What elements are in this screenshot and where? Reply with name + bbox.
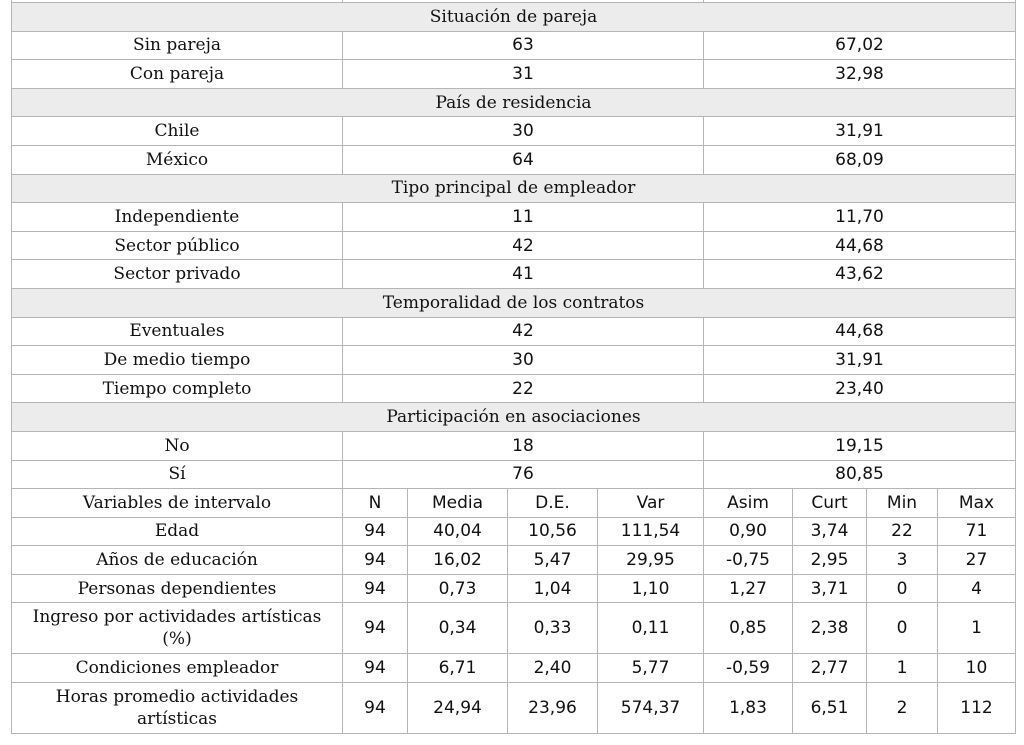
row-label: México [12, 145, 343, 174]
percent-cell: 80,85 [704, 460, 1016, 489]
table-row [12, 431, 1016, 460]
value-cell: 4 [938, 574, 1016, 603]
value-cell: 16,02 [408, 546, 508, 575]
value-cell: 10,56 [508, 517, 598, 546]
value-cell: 5,77 [598, 654, 704, 683]
column-header: Var [598, 489, 704, 518]
section-title: Temporalidad de los contratos [12, 288, 1016, 317]
frequency-cell: 64 [343, 145, 704, 174]
value-cell: 5,47 [508, 546, 598, 575]
frequency-cell: 30 [343, 117, 704, 146]
value-cell: 0,90 [704, 517, 793, 546]
value-cell: 94 [343, 546, 408, 575]
value-cell: 111,54 [598, 517, 704, 546]
frequency-cell: 11 [343, 203, 704, 232]
percent-cell: 43,62 [704, 260, 1016, 289]
section-title: País de residencia [12, 88, 1016, 117]
table-row [12, 60, 1016, 89]
value-cell: 94 [343, 574, 408, 603]
value-cell: 0,73 [408, 574, 508, 603]
table-row [12, 346, 1016, 375]
row-label: Sector público [12, 231, 343, 260]
percent-cell: 11,70 [704, 203, 1016, 232]
value-cell: 0 [867, 603, 938, 654]
value-cell: 0,11 [598, 603, 704, 654]
row-label: Tiempo completo [12, 374, 343, 403]
column-header: Curt [793, 489, 867, 518]
value-cell: 1,83 [704, 683, 793, 734]
value-cell: 10 [938, 654, 1016, 683]
row-label: Sin pareja [12, 31, 343, 60]
table-row [12, 517, 1016, 546]
value-cell: 94 [343, 603, 408, 654]
column-header: Media [408, 489, 508, 518]
value-cell: 24,94 [408, 683, 508, 734]
column-header: Min [867, 489, 938, 518]
row-label: Eventuales [12, 317, 343, 346]
table-row [12, 203, 1016, 232]
row-label: Personas dependientes [12, 574, 343, 603]
value-cell: 40,04 [408, 517, 508, 546]
section-title: Participación en asociaciones [12, 403, 1016, 432]
value-cell: 6,51 [793, 683, 867, 734]
table-row [12, 603, 1016, 654]
percent-cell: 31,91 [704, 117, 1016, 146]
frequency-cell: 30 [343, 346, 704, 375]
interval-header-row [12, 489, 1016, 518]
percent-cell: 44,68 [704, 231, 1016, 260]
column-header: Variables de intervalo [12, 489, 343, 518]
row-label: De medio tiempo [12, 346, 343, 375]
percent-cell: 67,02 [704, 31, 1016, 60]
row-label: Sector privado [12, 260, 343, 289]
frequency-cell: 63 [343, 31, 704, 60]
value-cell: 1,10 [598, 574, 704, 603]
percent-cell: 32,98 [704, 60, 1016, 89]
value-cell: 94 [343, 683, 408, 734]
row-label: Independiente [12, 203, 343, 232]
table-row [12, 145, 1016, 174]
percent-cell: 31,91 [704, 346, 1016, 375]
row-label: Con pareja [12, 60, 343, 89]
percent-cell: 44,68 [704, 317, 1016, 346]
frequency-cell: 42 [343, 317, 704, 346]
value-cell: 6,71 [408, 654, 508, 683]
frequency-cell: 18 [343, 431, 704, 460]
frequency-cell: 76 [343, 460, 704, 489]
table-row [12, 460, 1016, 489]
row-label: Edad [12, 517, 343, 546]
frequency-cell: 22 [343, 374, 704, 403]
table-row [12, 546, 1016, 575]
frequency-cell: 41 [343, 260, 704, 289]
table-row [12, 317, 1016, 346]
table-row [12, 574, 1016, 603]
value-cell: 23,96 [508, 683, 598, 734]
value-cell: 0 [867, 574, 938, 603]
table-row [12, 231, 1016, 260]
table-row [12, 260, 1016, 289]
value-cell: 3 [867, 546, 938, 575]
value-cell: 574,37 [598, 683, 704, 734]
frequency-cell: 31 [343, 60, 704, 89]
percent-cell: 68,09 [704, 145, 1016, 174]
value-cell: 3,74 [793, 517, 867, 546]
section-header-row [12, 403, 1016, 432]
value-cell: 1 [867, 654, 938, 683]
value-cell: 27 [938, 546, 1016, 575]
column-header: Max [938, 489, 1016, 518]
row-label: Ingreso por actividades artísticas (%) [12, 603, 343, 654]
value-cell: 2,95 [793, 546, 867, 575]
table-row [12, 374, 1016, 403]
row-label: No [12, 431, 343, 460]
section-header-row [12, 3, 1016, 32]
value-cell: 22 [867, 517, 938, 546]
descriptive-statistics-table [11, 0, 1016, 734]
value-cell: 1,27 [704, 574, 793, 603]
percent-cell: 19,15 [704, 431, 1016, 460]
table-row [12, 31, 1016, 60]
section-header-row [12, 88, 1016, 117]
table-row [12, 117, 1016, 146]
value-cell: 0,85 [704, 603, 793, 654]
section-header-row [12, 174, 1016, 203]
value-cell: 29,95 [598, 546, 704, 575]
frequency-cell: 42 [343, 231, 704, 260]
value-cell: 1,04 [508, 574, 598, 603]
column-header: N [343, 489, 408, 518]
value-cell: 112 [938, 683, 1016, 734]
column-header: D.E. [508, 489, 598, 518]
value-cell: 0,34 [408, 603, 508, 654]
table-row [12, 654, 1016, 683]
value-cell: 2,77 [793, 654, 867, 683]
row-label: Años de educación [12, 546, 343, 575]
table-row [12, 683, 1016, 734]
value-cell: 2 [867, 683, 938, 734]
section-title: Situación de pareja [12, 3, 1016, 32]
value-cell: -0,59 [704, 654, 793, 683]
value-cell: 0,33 [508, 603, 598, 654]
row-label: Horas promedio actividades artísticas [12, 683, 343, 734]
value-cell: 3,71 [793, 574, 867, 603]
value-cell: -0,75 [704, 546, 793, 575]
row-label: Chile [12, 117, 343, 146]
section-title: Tipo principal de empleador [12, 174, 1016, 203]
value-cell: 94 [343, 517, 408, 546]
value-cell: 71 [938, 517, 1016, 546]
value-cell: 94 [343, 654, 408, 683]
value-cell: 2,40 [508, 654, 598, 683]
row-label: Sí [12, 460, 343, 489]
section-header-row [12, 288, 1016, 317]
value-cell: 1 [938, 603, 1016, 654]
percent-cell: 23,40 [704, 374, 1016, 403]
column-header: Asim [704, 489, 793, 518]
row-label: Condiciones empleador [12, 654, 343, 683]
value-cell: 2,38 [793, 603, 867, 654]
